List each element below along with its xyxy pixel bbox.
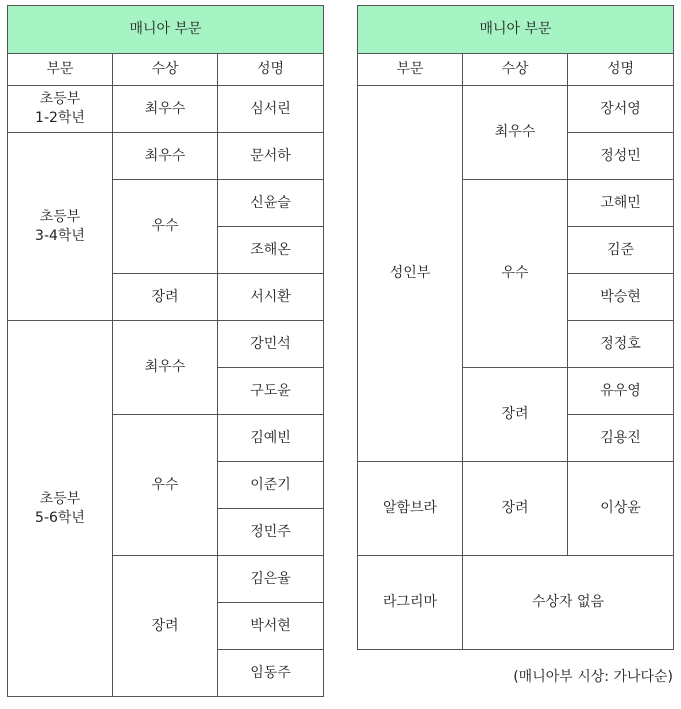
winner-cell: 김은율 [218,556,324,603]
award-cell: 장려 [463,368,568,462]
winner-cell: 서시환 [218,274,324,321]
winner-cell: 문서하 [218,133,324,180]
header-award: 수상 [463,54,568,86]
winner-cell: 조해온 [218,227,324,274]
division-cell: 알함브라 [358,462,463,556]
winner-cell: 이준기 [218,462,324,509]
table-row [358,556,674,650]
winner-cell: 김예빈 [218,415,324,462]
header-award: 수상 [113,54,218,86]
table-row [8,321,324,368]
table-row [358,86,674,133]
winner-cell: 김준 [568,227,674,274]
table-row [8,133,324,180]
award-cell: 최우수 [113,321,218,415]
header-division: 부문 [8,54,113,86]
winner-cell: 정성민 [568,133,674,180]
table-title: 매니아 부문 [8,6,324,54]
award-table-right [357,5,674,650]
winner-cell: 심서린 [218,86,324,133]
winner-cell: 구도윤 [218,368,324,415]
division-cell: 초등부 5-6학년 [8,321,113,697]
award-cell: 장려 [113,556,218,697]
winner-cell: 정정호 [568,321,674,368]
winner-cell: 강민석 [218,321,324,368]
division-cell: 라그리마 [358,556,463,650]
winner-cell: 임동주 [218,650,324,697]
award-cell: 장려 [113,274,218,321]
division-cell: 초등부 3-4학년 [8,133,113,321]
winner-cell: 박서현 [218,603,324,650]
winner-cell: 유우영 [568,368,674,415]
table-row [8,86,324,133]
header-name: 성명 [568,54,674,86]
winner-cell: 고해민 [568,180,674,227]
division-cell: 초등부 1-2학년 [8,86,113,133]
header-division: 부문 [358,54,463,86]
award-cell: 장려 [463,462,568,556]
winner-cell: 이상윤 [568,462,674,556]
winner-cell: 박승현 [568,274,674,321]
award-table-left [7,5,324,697]
winner-cell: 김용진 [568,415,674,462]
sort-order-note: (매니아부 시상: 가나다순) [513,669,673,685]
header-name: 성명 [218,54,324,86]
award-cell: 우수 [463,180,568,368]
winner-cell: 신윤슬 [218,180,324,227]
winner-cell: 정민주 [218,509,324,556]
award-cell: 최우수 [113,86,218,133]
division-cell: 성인부 [358,86,463,462]
award-cell: 우수 [113,415,218,556]
award-cell: 우수 [113,180,218,274]
award-cell: 최우수 [463,86,568,180]
table-row [358,462,674,556]
winner-cell: 장서영 [568,86,674,133]
table-title: 매니아 부문 [358,6,674,54]
no-winner-cell: 수상자 없음 [463,556,674,650]
award-cell: 최우수 [113,133,218,180]
